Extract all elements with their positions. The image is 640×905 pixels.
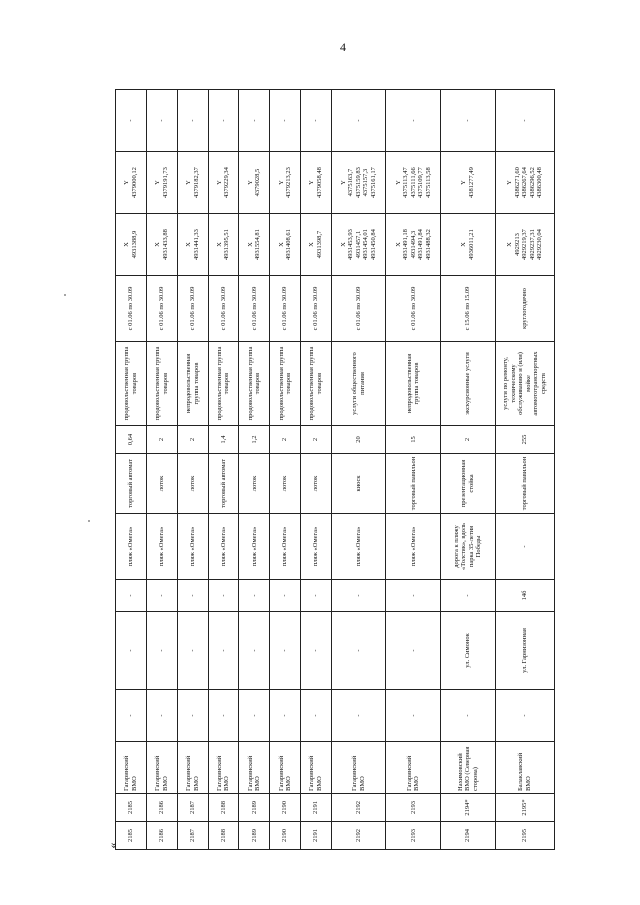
period-cell: с 01.06 по 30.09 <box>331 276 386 342</box>
coordinate-line: X <box>123 242 131 247</box>
coordinate-line: 4379213,23 <box>285 167 293 198</box>
coordinate-line: X <box>277 242 285 247</box>
coordinate-line: 4379191,73 <box>161 167 169 198</box>
period-cell: круглогодично <box>495 276 554 342</box>
coordinate-line: Y <box>277 180 285 185</box>
specialization-cell: непродовольственная группа товаров <box>177 342 208 426</box>
y-coordinates-cell <box>146 152 177 214</box>
coordinate-line: Y <box>339 180 347 185</box>
coordinate-line: 4375157,3 <box>362 168 370 197</box>
table-body <box>116 90 555 850</box>
row-id-cell: 2186 <box>146 794 177 822</box>
empty-cell: - <box>146 690 177 742</box>
y-coordinates-cell <box>177 152 208 214</box>
coordinate-line: 4931388,9 <box>130 230 138 259</box>
house-cell: 14б <box>495 580 554 612</box>
street-cell: - <box>208 612 239 690</box>
coordinate-line: Y <box>394 180 402 185</box>
house-cell: - <box>116 580 147 612</box>
coordinate-line: 4375113,58 <box>424 167 432 198</box>
coordinate-line: 4379000,12 <box>130 167 138 198</box>
table-row <box>270 90 301 850</box>
y-coordinates-cell <box>331 152 386 214</box>
note-cell: - <box>270 90 301 152</box>
x-coordinates-cell <box>441 214 496 276</box>
house-cell: - <box>441 580 496 612</box>
y-coordinates-cell <box>441 152 496 214</box>
house-cell: - <box>301 580 332 612</box>
specialization-cell: продовольственная группа товаров <box>208 342 239 426</box>
coordinate-line: 4375111,66 <box>409 167 417 198</box>
area-cell: 255 <box>495 426 554 454</box>
y-coordinates-cell <box>208 152 239 214</box>
coordinate-line: 4931491,84 <box>417 229 425 260</box>
landmark-cell: дорога к пляжу «Толстяк», вдоль парка 35-летия Победы <box>441 514 496 580</box>
period-cell: с 01.06 по 30.09 <box>116 276 147 342</box>
coordinate-line: 4386296,52 <box>528 167 536 198</box>
period-cell: с 01.06 по 30.09 <box>270 276 301 342</box>
house-cell: - <box>386 580 441 612</box>
coordinate-line: 4375161,17 <box>369 167 377 198</box>
street-cell: - <box>386 612 441 690</box>
coordinate-line: 4931554,81 <box>254 229 262 260</box>
district-cell: Гагаринский ВМО <box>301 742 332 794</box>
scan-speck <box>88 520 90 522</box>
coordinate-line: 4386267,64 <box>521 167 529 198</box>
specialization-cell: продовольственная группа товаров <box>301 342 332 426</box>
note-cell: - <box>208 90 239 152</box>
empty-cell: - <box>495 690 554 742</box>
coordinate-line: Y <box>154 180 162 185</box>
table-row <box>146 90 177 850</box>
table-row <box>239 90 270 850</box>
table-row <box>177 90 208 850</box>
note-cell: - <box>146 90 177 152</box>
row-id-cell: 2190 <box>270 794 301 822</box>
table-row <box>495 90 554 850</box>
district-cell: Гагаринский ВМО <box>270 742 301 794</box>
house-cell: - <box>177 580 208 612</box>
row-number-cell: 2192 <box>331 822 386 850</box>
note-cell: - <box>301 90 332 152</box>
coordinate-line: 4931494,3 <box>409 230 417 259</box>
row-number-cell: 2193 <box>386 822 441 850</box>
note-cell: - <box>495 90 554 152</box>
object-type-cell: лоток <box>239 454 270 514</box>
coordinate-line: 4936011,21 <box>467 229 475 260</box>
row-id-cell: 2191 <box>301 794 332 822</box>
x-coordinates-cell <box>495 214 554 276</box>
landmark-cell: - <box>495 514 554 580</box>
note-cell: - <box>386 90 441 152</box>
y-coordinates-cell <box>386 152 441 214</box>
x-coordinates-cell <box>208 214 239 276</box>
coordinate-line: 4929213 <box>513 233 521 256</box>
coordinate-line: 4375163,7 <box>347 168 355 197</box>
house-cell: - <box>146 580 177 612</box>
rotated-table-wrapper <box>115 90 555 850</box>
district-cell: Гагаринский ВМО <box>331 742 386 794</box>
coordinate-line: 4381277,49 <box>467 167 475 198</box>
specialization-cell: услуги общественного питания <box>331 342 386 426</box>
row-id-cell: 2188 <box>208 794 239 822</box>
rotated-table-inner <box>115 90 555 850</box>
coordinate-line: X <box>506 242 514 247</box>
note-cell: - <box>116 90 147 152</box>
row-number-cell: 2186 <box>146 822 177 850</box>
row-id-cell: 2194* <box>441 794 496 822</box>
coordinate-line: Y <box>460 180 468 185</box>
y-coordinates-cell <box>495 152 554 214</box>
row-number-cell: 2190 <box>270 822 301 850</box>
landmark-cell: пляж «Омега» <box>177 514 208 580</box>
house-cell: - <box>239 580 270 612</box>
coordinate-line: 4931491,18 <box>402 229 410 260</box>
specialization-cell: продовольственная группа товаров <box>116 342 147 426</box>
table-row <box>301 90 332 850</box>
coordinate-line: X <box>154 242 162 247</box>
object-type-cell: киоск <box>331 454 386 514</box>
row-number-cell: 2191 <box>301 822 332 850</box>
empty-cell: - <box>441 690 496 742</box>
period-cell: с 01.06 по 30.09 <box>208 276 239 342</box>
row-id-cell: 2187 <box>177 794 208 822</box>
coordinate-line: Y <box>185 180 193 185</box>
district-cell: Гагаринский ВМО <box>239 742 270 794</box>
street-cell: - <box>146 612 177 690</box>
coordinate-line: 4931457,1 <box>354 230 362 259</box>
coordinate-line: 4375109,77 <box>417 167 425 198</box>
empty-cell: - <box>331 690 386 742</box>
coordinate-line: 4931408,61 <box>285 229 293 260</box>
district-cell: Балаклавский ВМО <box>495 742 554 794</box>
landmark-cell: пляж «Омега» <box>331 514 386 580</box>
row-number-cell: 2189 <box>239 822 270 850</box>
x-coordinates-cell <box>301 214 332 276</box>
landmark-cell: пляж «Омега» <box>239 514 270 580</box>
landmark-cell: пляж «Омега» <box>116 514 147 580</box>
empty-cell: - <box>301 690 332 742</box>
row-id-cell: 2193 <box>386 794 441 822</box>
coordinate-line: 4929219,37 <box>521 229 529 260</box>
quote-mark: « <box>105 842 120 849</box>
object-type-cell: лоток <box>301 454 332 514</box>
district-cell: Нахимовский ВМО (Северная сторона) <box>441 742 496 794</box>
district-cell: Гагаринский ВМО <box>386 742 441 794</box>
coordinate-line: 4931433,88 <box>161 229 169 260</box>
period-cell: с 15.06 по 15.09 <box>441 276 496 342</box>
x-coordinates-cell <box>239 214 270 276</box>
object-type-cell: торговый автомат <box>208 454 239 514</box>
specialization-cell: продовольственная группа товаров <box>146 342 177 426</box>
coordinate-line: 4931488,32 <box>424 229 432 260</box>
empty-cell: - <box>208 690 239 742</box>
area-cell: 2 <box>146 426 177 454</box>
object-type-cell: торговый павильон <box>495 454 554 514</box>
specialization-cell: экскурсионные услуги <box>441 342 496 426</box>
house-cell: - <box>208 580 239 612</box>
area-cell: 2 <box>301 426 332 454</box>
coordinate-line: X <box>246 242 254 247</box>
coordinate-line: 4375113,47 <box>402 167 410 198</box>
coordinate-line: 4931453,93 <box>347 229 355 260</box>
object-type-cell: торговый павильон <box>386 454 441 514</box>
house-cell: - <box>270 580 301 612</box>
street-cell: - <box>116 612 147 690</box>
object-type-cell: презентационная стойка <box>441 454 496 514</box>
y-coordinates-cell <box>301 152 332 214</box>
street-cell: - <box>301 612 332 690</box>
street-cell: ул. Гарнизонная <box>495 612 554 690</box>
coordinate-line: 4931395,51 <box>223 229 231 260</box>
row-number-cell: 2188 <box>208 822 239 850</box>
row-number-cell: 2187 <box>177 822 208 850</box>
landmark-cell: пляж «Омега» <box>301 514 332 580</box>
specialization-cell: услуги по ремонту, техническому обслуживанию и (или) мойке автомототранспортных средств <box>495 342 554 426</box>
street-cell: - <box>331 612 386 690</box>
coordinate-line: 4929230,04 <box>536 229 544 260</box>
table-row <box>331 90 386 850</box>
note-cell: - <box>331 90 386 152</box>
x-coordinates-cell <box>270 214 301 276</box>
district-cell: Гагаринский ВМО <box>146 742 177 794</box>
coordinate-line: 4379182,37 <box>192 167 200 198</box>
district-cell: Гагаринский ВМО <box>177 742 208 794</box>
coordinate-line: X <box>339 242 347 247</box>
area-cell: 1,4 <box>208 426 239 454</box>
object-type-cell: торговый автомат <box>116 454 147 514</box>
area-cell: 2 <box>270 426 301 454</box>
area-cell: 20 <box>331 426 386 454</box>
specialization-cell: продовольственная группа товаров <box>270 342 301 426</box>
coordinate-line: 4931450,84 <box>369 229 377 260</box>
register-table <box>115 89 555 850</box>
object-type-cell: лоток <box>270 454 301 514</box>
coordinate-line: 4931454,01 <box>362 229 370 260</box>
row-number-cell: 2194 <box>441 822 496 850</box>
object-type-cell: лоток <box>146 454 177 514</box>
note-cell: - <box>239 90 270 152</box>
empty-cell: - <box>116 690 147 742</box>
coordinate-line: 4931441,33 <box>192 229 200 260</box>
street-cell: - <box>239 612 270 690</box>
district-cell: Гагаринский ВМО <box>116 742 147 794</box>
street-cell: ул. Симонок <box>441 612 496 690</box>
empty-cell: - <box>386 690 441 742</box>
x-coordinates-cell <box>331 214 386 276</box>
coordinate-line: 4379229,34 <box>223 167 231 198</box>
x-coordinates-cell <box>177 214 208 276</box>
row-id-cell: 2195* <box>495 794 554 822</box>
coordinate-line: 4931398,7 <box>315 230 323 259</box>
area-cell: 2 <box>441 426 496 454</box>
note-cell: - <box>177 90 208 152</box>
district-cell: Гагаринский ВМО <box>208 742 239 794</box>
period-cell: с 01.06 по 30.09 <box>146 276 177 342</box>
period-cell: с 01.06 по 30.09 <box>301 276 332 342</box>
table-row <box>116 90 147 850</box>
page-number: 4 <box>340 40 346 54</box>
empty-cell: - <box>270 690 301 742</box>
specialization-cell: непродовольственная группа товаров <box>386 342 441 426</box>
coordinate-line: X <box>460 242 468 247</box>
period-cell: с 01.06 по 30.09 <box>386 276 441 342</box>
coordinate-line: Y <box>246 180 254 185</box>
coordinate-line: Y <box>308 180 316 185</box>
row-number-cell: 2195 <box>495 822 554 850</box>
house-cell: - <box>331 580 386 612</box>
landmark-cell: пляж «Омега» <box>386 514 441 580</box>
scan-speck <box>64 294 66 296</box>
x-coordinates-cell <box>146 214 177 276</box>
area-cell: 2 <box>177 426 208 454</box>
coordinate-line: 4379058,48 <box>315 167 323 198</box>
row-number-cell: 2185 <box>116 822 147 850</box>
coordinate-line: Y <box>215 180 223 185</box>
table-row <box>441 90 496 850</box>
area-cell: 1,2 <box>239 426 270 454</box>
row-id-cell: 2185 <box>116 794 147 822</box>
coordinate-line: X <box>394 242 402 247</box>
y-coordinates-cell <box>270 152 301 214</box>
area-cell: 15 <box>386 426 441 454</box>
coordinate-line: X <box>215 242 223 247</box>
landmark-cell: пляж «Омега» <box>146 514 177 580</box>
table-row <box>208 90 239 850</box>
coordinate-line: 4386300,48 <box>536 167 544 198</box>
empty-cell: - <box>177 690 208 742</box>
street-cell: - <box>177 612 208 690</box>
object-type-cell: лоток <box>177 454 208 514</box>
coordinate-line: X <box>308 242 316 247</box>
empty-cell: - <box>239 690 270 742</box>
street-cell: - <box>270 612 301 690</box>
landmark-cell: пляж «Омега» <box>208 514 239 580</box>
coordinate-line: 4386271,60 <box>513 167 521 198</box>
y-coordinates-cell <box>239 152 270 214</box>
period-cell: с 01.06 по 30.09 <box>239 276 270 342</box>
coordinate-line: Y <box>506 180 514 185</box>
note-cell: - <box>441 90 496 152</box>
coordinate-line: 4375159,83 <box>354 167 362 198</box>
coordinate-line: X <box>185 242 193 247</box>
coordinate-line: 4379028,5 <box>254 168 262 197</box>
table-row <box>386 90 441 850</box>
row-id-cell: 2189 <box>239 794 270 822</box>
x-coordinates-cell <box>386 214 441 276</box>
specialization-cell: продовольственная группа товаров <box>239 342 270 426</box>
area-cell: 0,64 <box>116 426 147 454</box>
x-coordinates-cell <box>116 214 147 276</box>
y-coordinates-cell <box>116 152 147 214</box>
landmark-cell: пляж «Омега» <box>270 514 301 580</box>
row-id-cell: 2192 <box>331 794 386 822</box>
coordinate-line: 4929237,31 <box>528 229 536 260</box>
coordinate-line: Y <box>123 180 131 185</box>
period-cell: с 01.06 по 30.09 <box>177 276 208 342</box>
